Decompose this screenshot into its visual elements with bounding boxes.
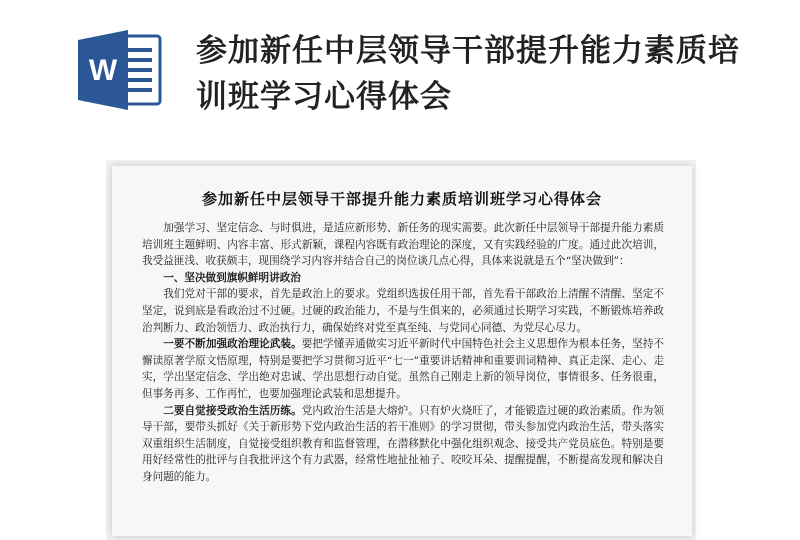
- item-paragraph-1: [142, 336, 664, 402]
- section-heading: 一、坚决做到旗帜鲜明讲政治: [163, 271, 301, 284]
- word-icon-letter: W: [88, 54, 118, 87]
- intro-paragraph: 加强学习、坚定信念、与时俱进，是适应新形势、新任务的现实需要。此次新任中层领导干部提升能力素质培训班主题鲜明、内容丰富、形式新颖，课程内容既有政治理论的深度，又有实践经验的广度。通过此次培训，我受益匪浅、收获颇丰，现围绕学习内容并结合自己的岗位谈几点心得，具体来说就是五个“坚决做到”：: [142, 222, 664, 268]
- word-icon: [78, 30, 164, 110]
- header: [0, 0, 800, 150]
- item-text-1: 要把学懂弄通做实习近平新时代中国特色社会主义思想作为根本任务，坚持不懈读原著学原文悟原理，特别是要把学习贯彻习近平“七一”重要讲话精神和重要训词精神、真正走深、走心、走实，学出坚定信念、学出绝对忠诚、学出思想行动自觉。虽然自己刚走上新的领导岗位，事情很多、任务很重，但事务再多、工作再忙，也要加强理论武装和思想提升。: [142, 338, 665, 400]
- item-lead-2: 二要自觉接受政治生活历练。: [163, 404, 302, 417]
- item-text-2: 党内政治生活是大熔炉。只有炉火烧旺了，才能锻造过硬的政治素质。作为领导干部，要带头抓好《关于新形势下党内政治生活的若干准则》的学习贯彻，带头参加党内政治生活，带头落实双重组织生活制度，自觉接受组织教育和监督管理，在潜移默化中强化组织观念、接受共产党员底色。特别是要用好经常性的批评与自我批评这个有力武器，经常性地扯扯袖子、咬咬耳朵、提醒提醒，不断提高发现和解决自身问题的能力。: [142, 404, 665, 483]
- item-paragraph-2: [142, 403, 664, 486]
- document-page: [112, 166, 692, 536]
- page-title: 参加新任中层领导干部提升能力素质培训班学习心得体会: [196, 33, 740, 115]
- document-title: 参加新任中层领导干部提升能力素质培训班学习心得体会: [201, 190, 602, 208]
- section-paragraph: 我们党对干部的要求，首先是政治上的要求。党组织选拔任用干部，首先看干部政治上清醒不清醒、坚定不坚定，说到底是看政治过不过硬。过硬的政治能力，不是与生俱来的，必须通过长期学习实践，不断锻炼培养政治判断力、政治领悟力、政治执行力，确保始终对党至真至纯、与党同心同德、为党尽心尽力。: [142, 288, 664, 334]
- item-lead-1: 一要不断加强政治理论武装。: [163, 338, 302, 351]
- document-body: [142, 220, 664, 486]
